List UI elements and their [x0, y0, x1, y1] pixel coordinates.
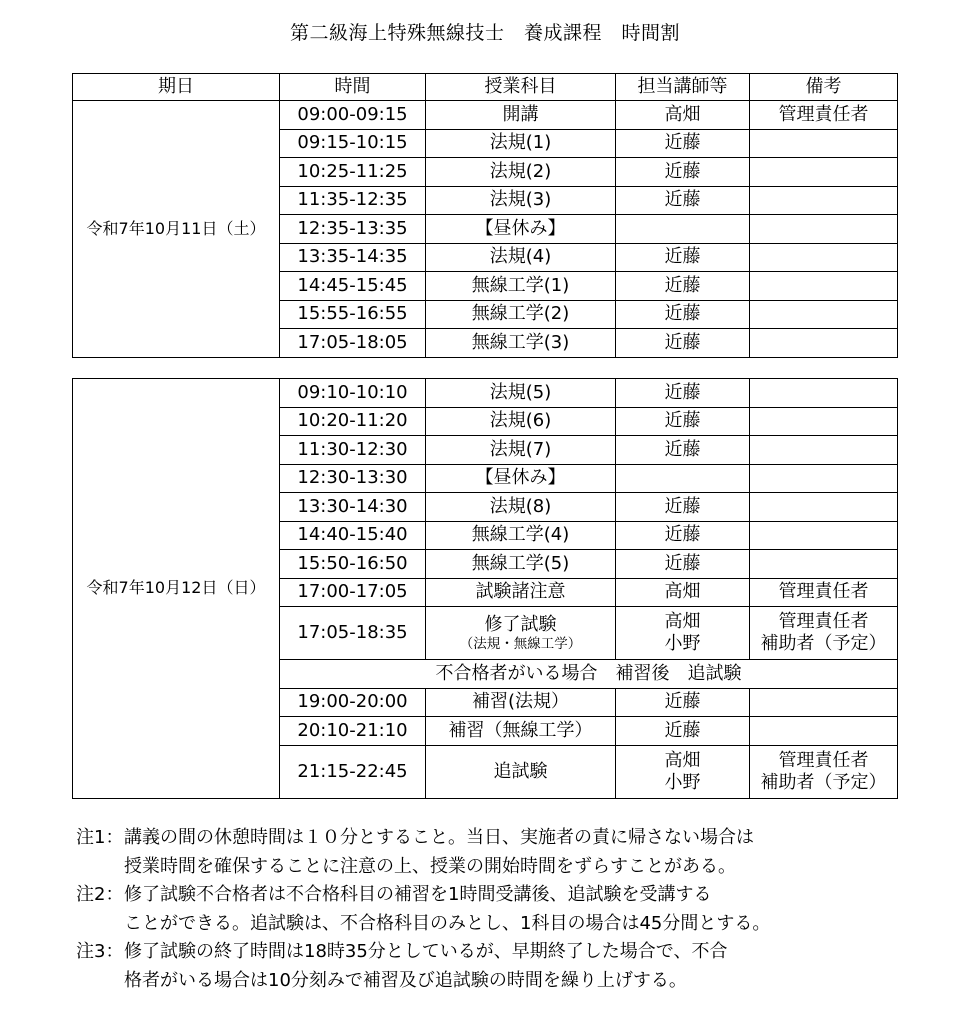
subject-cell [426, 607, 616, 660]
teacher-cell: 近藤 [616, 521, 750, 550]
note-cell [750, 521, 898, 550]
header-cell: 備考 [750, 74, 898, 101]
subject-cell: 補習(法規） [426, 688, 616, 717]
teacher-cell: 高畑 [616, 101, 750, 130]
note-cell [750, 158, 898, 187]
note-cell [750, 407, 898, 436]
header-cell: 担当講師等 [616, 74, 750, 101]
time-cell: 12:35-13:35 [280, 215, 426, 244]
teacher-cell: 近藤 [616, 129, 750, 158]
note-cell [750, 129, 898, 158]
subject-cell: 法規(1) [426, 129, 616, 158]
time-cell: 11:30-12:30 [280, 436, 426, 465]
teacher-cell: 近藤 [616, 379, 750, 408]
exam-subject-detail: （法規・無線工学） [459, 635, 582, 652]
header-cell: 期日 [73, 74, 280, 101]
time-cell: 11:35-12:35 [280, 186, 426, 215]
note-cell [750, 688, 898, 717]
time-cell: 09:10-10:10 [280, 379, 426, 408]
subject-cell: 無線工学(4) [426, 521, 616, 550]
note-text-line: 格者がいる場合は10分刻みで補習及び追試験の時間を繰り上げする。 [124, 969, 687, 991]
date-cell: 令和7年10月11日（土） [73, 101, 280, 358]
time-cell: 09:15-10:15 [280, 129, 426, 158]
teacher-cell: 近藤 [616, 493, 750, 522]
teacher-cell: 近藤 [616, 300, 750, 329]
table-row [73, 101, 898, 130]
time-cell: 14:45-15:45 [280, 272, 426, 301]
note-text: 補助者（予定） [760, 771, 887, 793]
date-cell: 令和7年10月12日（日） [73, 379, 280, 799]
note-item [76, 938, 956, 995]
subject-cell: 補習（無線工学） [426, 717, 616, 746]
time-cell: 17:00-17:05 [280, 578, 426, 607]
note-cell [750, 300, 898, 329]
subject-cell: 法規(6) [426, 407, 616, 436]
time-cell: 13:30-14:30 [280, 493, 426, 522]
teacher-name: 小野 [664, 633, 701, 654]
subject-cell: 【昼休み】 [426, 215, 616, 244]
note-cell [750, 186, 898, 215]
subject-cell: 試験諸注意 [426, 578, 616, 607]
schedule-table-day1 [72, 73, 898, 358]
subject-cell: 無線工学(2) [426, 300, 616, 329]
table-row [73, 379, 898, 408]
time-cell: 20:10-21:10 [280, 717, 426, 746]
subject-cell: 法規(2) [426, 158, 616, 187]
time-cell: 13:35-14:35 [280, 243, 426, 272]
note-text-line: 修了試験不合格者は不合格科目の補習を1時間受講後、追試験を受講する [124, 884, 712, 905]
teacher-cell [616, 215, 750, 244]
note-cell: 管理責任者 [750, 578, 898, 607]
teacher-cell [616, 607, 750, 660]
note-text: 管理責任者 [778, 611, 869, 632]
teacher-cell: 近藤 [616, 717, 750, 746]
note-cell [750, 436, 898, 465]
page-title: 第二級海上特殊無線技士 養成課程 時間割 [289, 22, 680, 44]
retest-banner: 不合格者がいる場合 補習後 追試験 [280, 660, 898, 689]
note-cell [750, 272, 898, 301]
time-cell: 19:00-20:00 [280, 688, 426, 717]
teacher-cell: 高畑 [616, 578, 750, 607]
teacher-cell [616, 464, 750, 493]
teacher-cell: 近藤 [616, 550, 750, 579]
note-text: 管理責任者 [778, 749, 869, 771]
time-cell: 10:20-11:20 [280, 407, 426, 436]
time-cell: 17:05-18:05 [280, 329, 426, 358]
time-cell: 21:15-22:45 [280, 745, 426, 798]
schedule-table-day2 [72, 378, 898, 799]
note-text: 補助者（予定） [760, 633, 887, 654]
notes-section [76, 824, 956, 995]
time-cell: 15:50-16:50 [280, 550, 426, 579]
subject-cell: 法規(8) [426, 493, 616, 522]
header-cell: 授業科目 [426, 74, 616, 101]
subject-cell: 法規(7) [426, 436, 616, 465]
time-cell: 17:05-18:35 [280, 607, 426, 660]
time-cell: 14:40-15:40 [280, 521, 426, 550]
note-item [76, 881, 956, 938]
note-label: 注2： [76, 884, 124, 905]
teacher-cell [616, 745, 750, 798]
time-cell: 09:00-09:15 [280, 101, 426, 130]
note-text-line: ことができる。追試験は、不合格科目のみとし、1科目の場合は45分間とする。 [124, 912, 771, 934]
note-cell [750, 379, 898, 408]
subject-cell: 開講 [426, 101, 616, 130]
note-text-line: 授業時間を確保することに注意の上、授業の開始時間をずらすことがある。 [124, 855, 736, 877]
subject-cell: 無線工学(1) [426, 272, 616, 301]
teacher-cell: 近藤 [616, 158, 750, 187]
subject-cell: 【昼休み】 [426, 464, 616, 493]
subject-cell: 追試験 [426, 745, 616, 798]
subject-cell: 法規(5) [426, 379, 616, 408]
teacher-cell: 近藤 [616, 436, 750, 465]
subject-cell: 法規(3) [426, 186, 616, 215]
note-text-line: 修了試験の終了時間は18時35分としているが、早期終了した場合で、不合 [124, 941, 728, 962]
header-cell: 時間 [280, 74, 426, 101]
note-cell [750, 215, 898, 244]
note-label: 注3： [76, 941, 124, 962]
time-cell: 12:30-13:30 [280, 464, 426, 493]
subject-cell: 法規(4) [426, 243, 616, 272]
time-cell: 10:25-11:25 [280, 158, 426, 187]
note-text-line: 講義の間の休憩時間は１０分とすること。当日、実施者の責に帰さない場合は [124, 827, 754, 848]
teacher-cell: 近藤 [616, 688, 750, 717]
teacher-name: 高畑 [664, 749, 701, 771]
note-item [76, 824, 956, 881]
note-cell [750, 329, 898, 358]
teacher-name: 小野 [664, 771, 701, 793]
note-cell [750, 745, 898, 798]
teacher-name: 高畑 [664, 611, 701, 632]
note-label: 注1： [76, 827, 124, 848]
teacher-cell: 近藤 [616, 243, 750, 272]
note-cell: 管理責任者 [750, 101, 898, 130]
teacher-cell: 近藤 [616, 407, 750, 436]
subject-cell: 無線工学(5) [426, 550, 616, 579]
teacher-cell: 近藤 [616, 329, 750, 358]
teacher-cell: 近藤 [616, 272, 750, 301]
note-cell [750, 243, 898, 272]
note-cell [750, 550, 898, 579]
header-row [73, 74, 898, 101]
exam-subject: 修了試験 [484, 613, 557, 635]
note-cell [750, 493, 898, 522]
note-cell [750, 607, 898, 660]
note-cell [750, 464, 898, 493]
note-cell [750, 717, 898, 746]
subject-cell: 無線工学(3) [426, 329, 616, 358]
teacher-cell: 近藤 [616, 186, 750, 215]
time-cell: 15:55-16:55 [280, 300, 426, 329]
